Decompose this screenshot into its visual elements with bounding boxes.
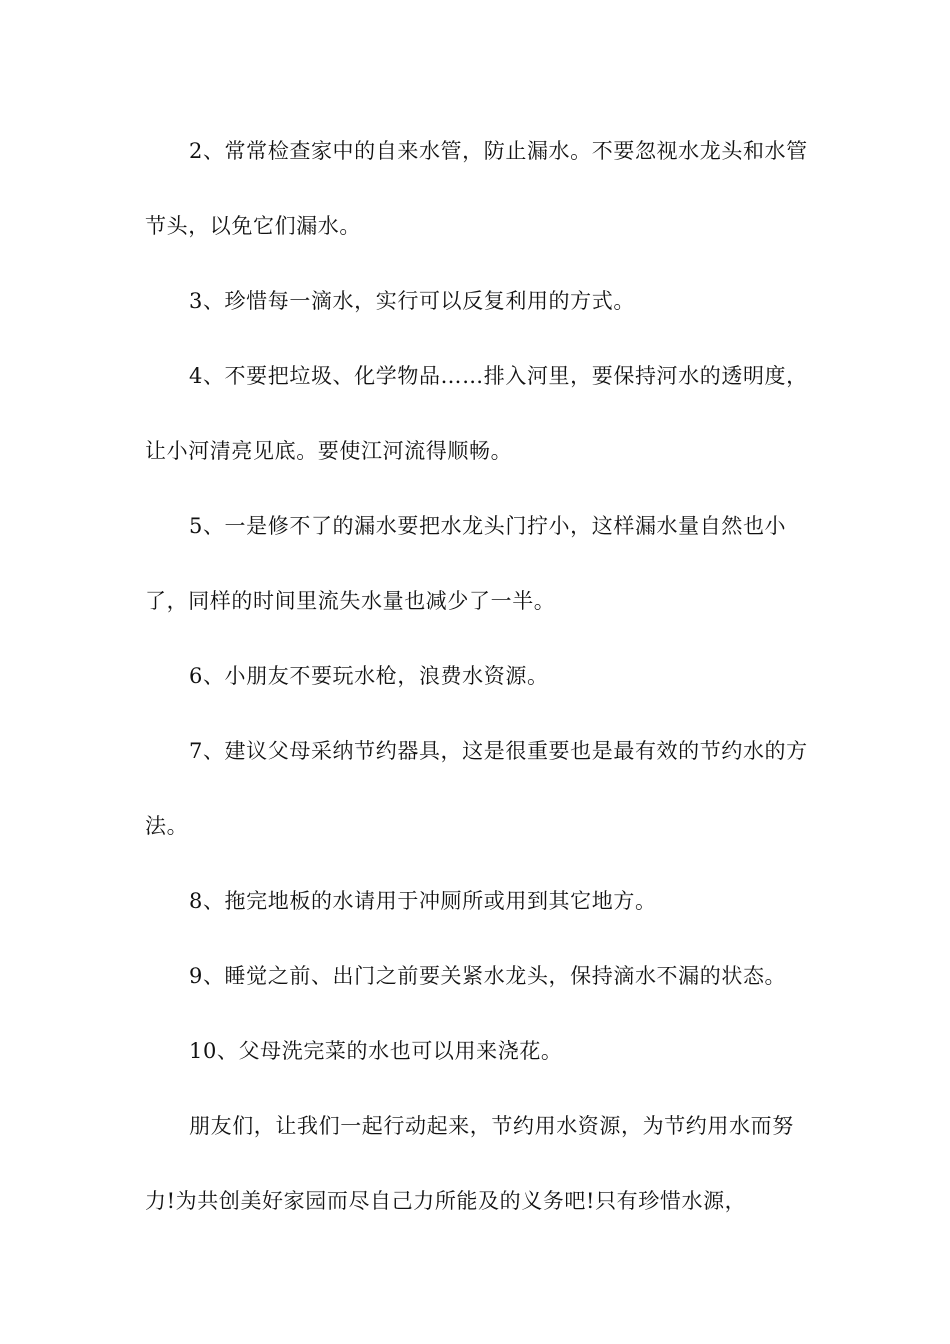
paragraph-tip-8: 8、拖完地板的水请用于冲厕所或用到其它地方。 (189, 889, 657, 913)
paragraph-tip-7: 7、建议父母采纳节约器具，这是很重要也是最有效的节约水的方法。 (145, 739, 808, 838)
paragraph-tip-9: 9、睡觉之前、出门之前要关紧水龙头，保持滴水不漏的状态。 (189, 964, 787, 988)
paragraph-tip-10: 10、父母洗完菜的水也可以用来浇花。 (189, 1039, 563, 1063)
paragraph-tip-5: 5、一是修不了的漏水要把水龙头门拧小，这样漏水量自然也小了，同样的时间里流失水量也减少了一半。 (145, 514, 787, 613)
paragraph-tip-3: 3、珍惜每一滴水，实行可以反复利用的方式。 (189, 289, 635, 313)
paragraph-tip-2: 2、常常检查家中的自来水管，防止漏水。不要忽视水龙头和水管节头，以免它们漏水。 (145, 139, 808, 238)
paragraph-tip-4: 4、不要把垃圾、化学物品……排入河里，要保持河水的透明度，让小河清亮见底。要使江河流得顺畅。 (145, 364, 808, 463)
paragraph-closing: 朋友们，让我们一起行动起来，节约用水资源，为节约用水而努力!为共创美好家园而尽自己力所能及的义务吧!只有珍惜水源， (145, 1114, 794, 1213)
paragraph-tip-6: 6、小朋友不要玩水枪，浪费水资源。 (189, 664, 549, 688)
document-body (145, 114, 819, 1239)
